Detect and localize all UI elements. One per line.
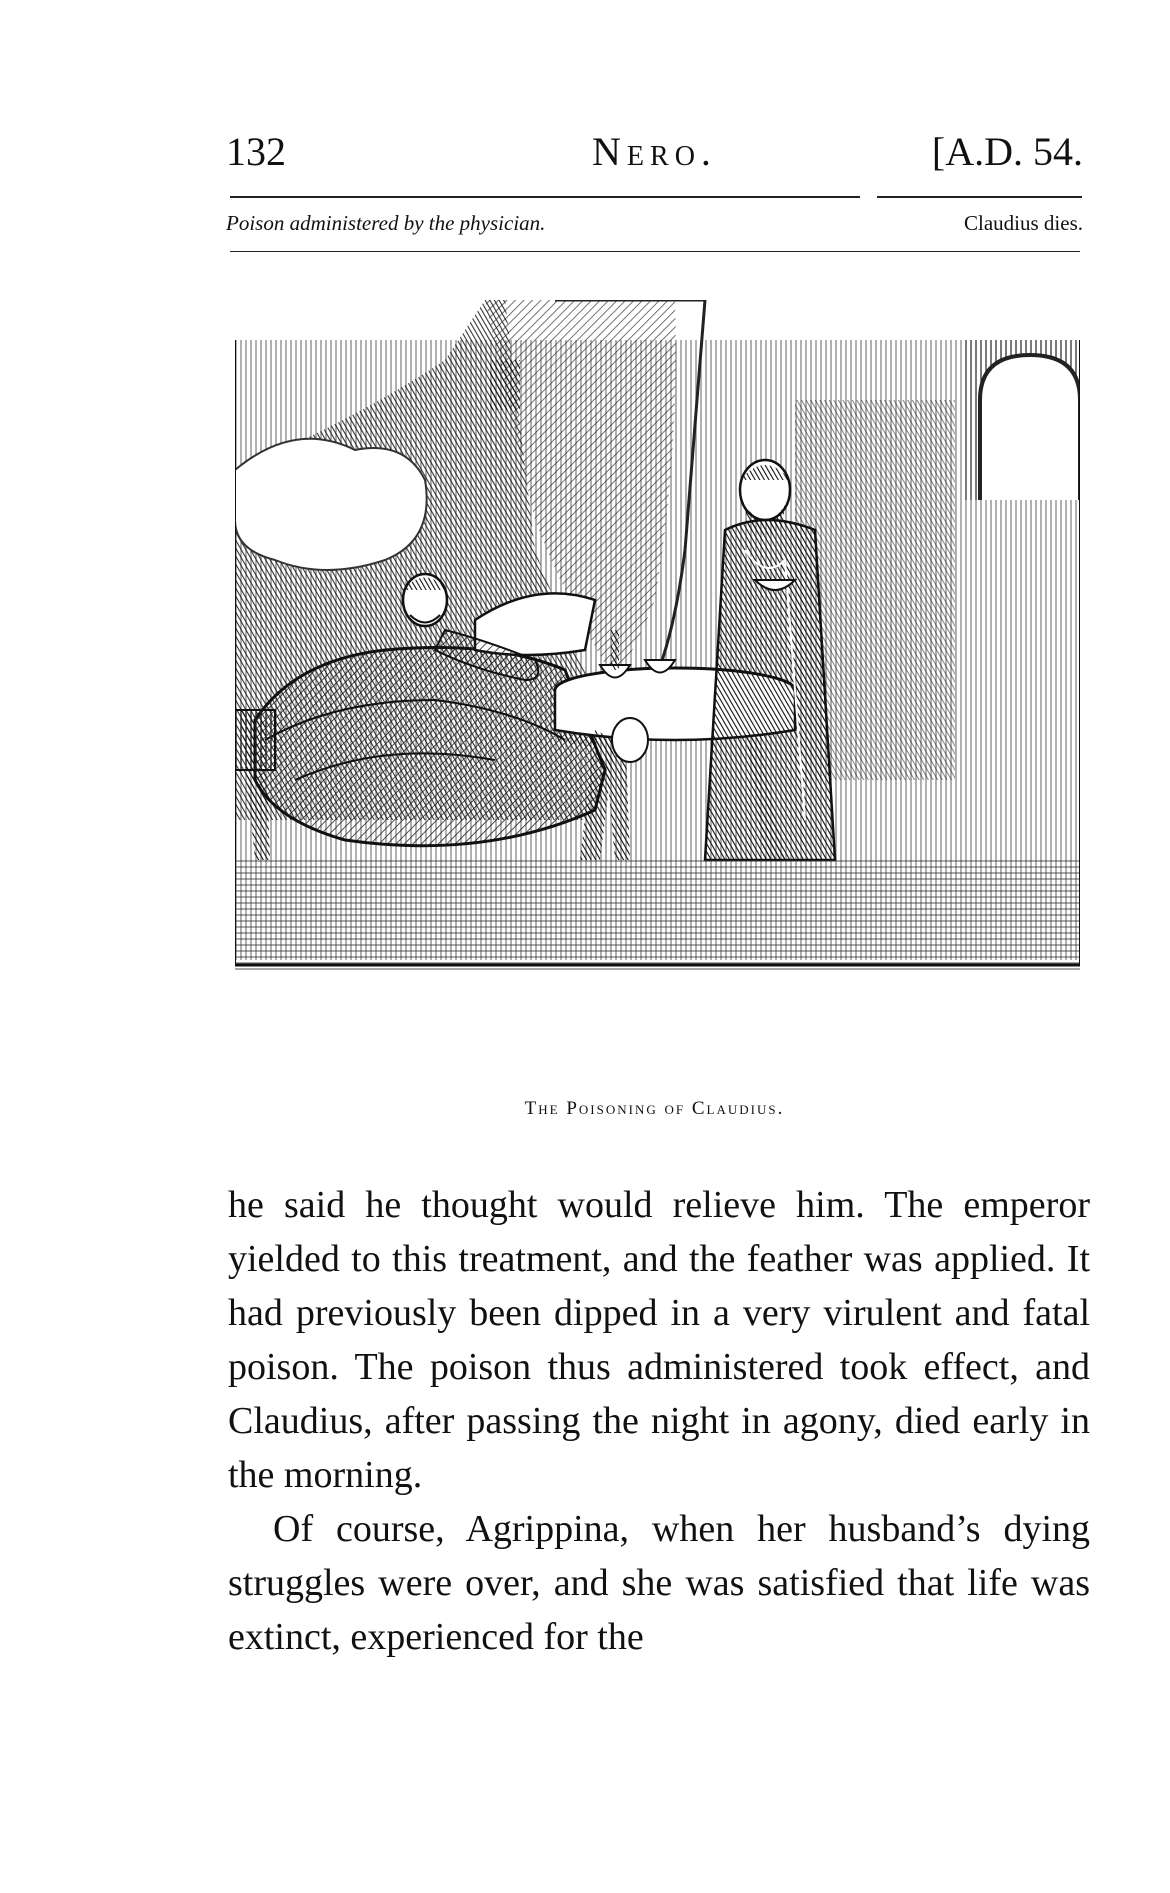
chapter-date: [A.D. 54. bbox=[931, 129, 1083, 174]
side-note-left: Poison administered by the physician. bbox=[226, 211, 546, 235]
engraving-claudius-deathbed-icon bbox=[235, 300, 1080, 1070]
book-title: Nero. bbox=[592, 129, 717, 174]
page-number: 132 bbox=[226, 129, 286, 174]
side-note-rule bbox=[230, 251, 1080, 252]
running-head bbox=[226, 128, 1083, 178]
header-rule-right bbox=[877, 196, 1082, 198]
paragraph: he said he thought would relieve him. The emperor yielded to this treatment, and the feather was applied. It had previously been dipped in a very virulent and fatal poison. The poison thus administered took effect, and Claudius, after passing the night in agony, died early in the morning. bbox=[228, 1184, 1090, 1496]
header-rule bbox=[230, 196, 860, 198]
body-text bbox=[228, 1178, 1090, 1664]
illustration-caption: The Poisoning of Claudius. bbox=[524, 1098, 785, 1119]
paragraph: Of course, Agrippina, when her husband’s dying struggles were over, and she was satisfied that life was extinct, experienced for the bbox=[228, 1508, 1090, 1658]
side-note-right: Claudius dies. bbox=[964, 211, 1083, 235]
